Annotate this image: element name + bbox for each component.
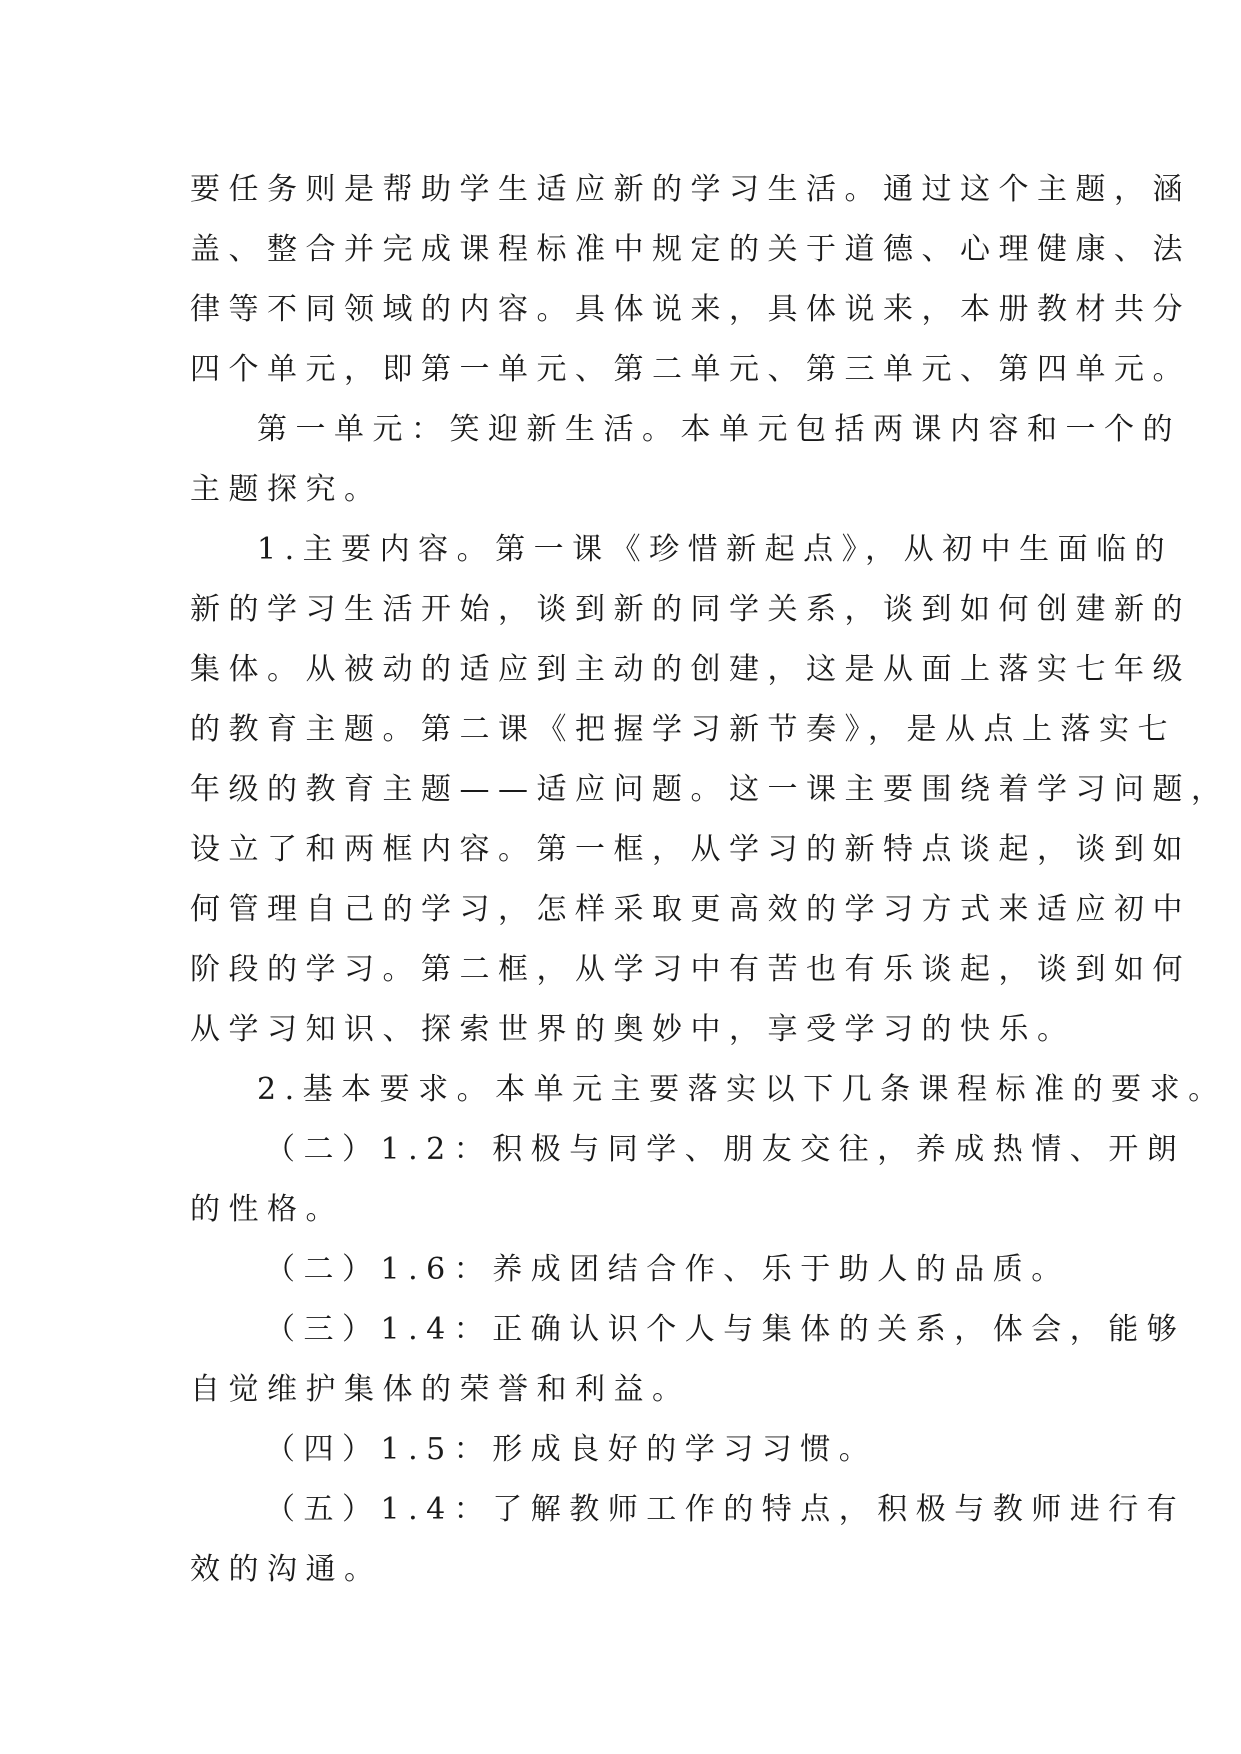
text-line: 设立了和两框内容。第一框，从学习的新特点谈起，谈到如 [190, 832, 1191, 867]
text-line: 效的沟通。 [190, 1552, 383, 1587]
text-line: 1.主要内容。第一课《珍惜新起点》，从初中生面临的 [257, 532, 1174, 567]
text-line: 盖、整合并完成课程标准中规定的关于道德、心理健康、法 [190, 232, 1191, 267]
text-line: （二）1.6：养成团结合作、乐于助人的品质。 [265, 1252, 1070, 1287]
text-line: 四个单元，即第一单元、第二单元、第三单元、第四单元。 [190, 352, 1191, 387]
text-line: 主题探究。 [190, 472, 383, 507]
body-text [190, 160, 1230, 1600]
text-line: 阶段的学习。第二框，从学习中有苦也有乐谈起，谈到如何 [190, 952, 1191, 987]
text-line: 2.基本要求。本单元主要落实以下几条课程标准的要求。 [257, 1072, 1227, 1107]
text-line: （五）1.4：了解教师工作的特点，积极与教师进行有 [265, 1492, 1186, 1527]
text-line: （三）1.4：正确认识个人与集体的关系，体会，能够 [265, 1312, 1186, 1347]
text-line: 的教育主题。第二课《把握学习新节奏》，是从点上落实七 [190, 712, 1176, 747]
text-line: 从学习知识、探索世界的奥妙中，享受学习的快乐。 [190, 1012, 1076, 1047]
text-line: 新的学习生活开始，谈到新的同学关系，谈到如何创建新的 [190, 592, 1191, 627]
text-line: 律等不同领域的内容。具体说来，具体说来，本册教材共分 [190, 292, 1191, 327]
text-line: （四）1.5：形成良好的学习习惯。 [265, 1432, 878, 1467]
text-line: 第一单元：笑迎新生活。本单元包括两课内容和一个的 [257, 412, 1181, 447]
text-line: 的性格。 [190, 1192, 344, 1227]
text-line: 年级的教育主题——适应问题。这一课主要围绕着学习问题， [190, 772, 1230, 807]
text-line: 要任务则是帮助学生适应新的学习生活。通过这个主题，涵 [190, 172, 1191, 207]
text-line: 集体。从被动的适应到主动的创建，这是从面上落实七年级 [190, 652, 1191, 687]
text-line: 自觉维护集体的荣誉和利益。 [190, 1372, 691, 1407]
text-line: 何管理自己的学习，怎样采取更高效的学习方式来适应初中 [190, 892, 1191, 927]
text-line: （二）1.2：积极与同学、朋友交往，养成热情、开朗 [265, 1132, 1186, 1167]
